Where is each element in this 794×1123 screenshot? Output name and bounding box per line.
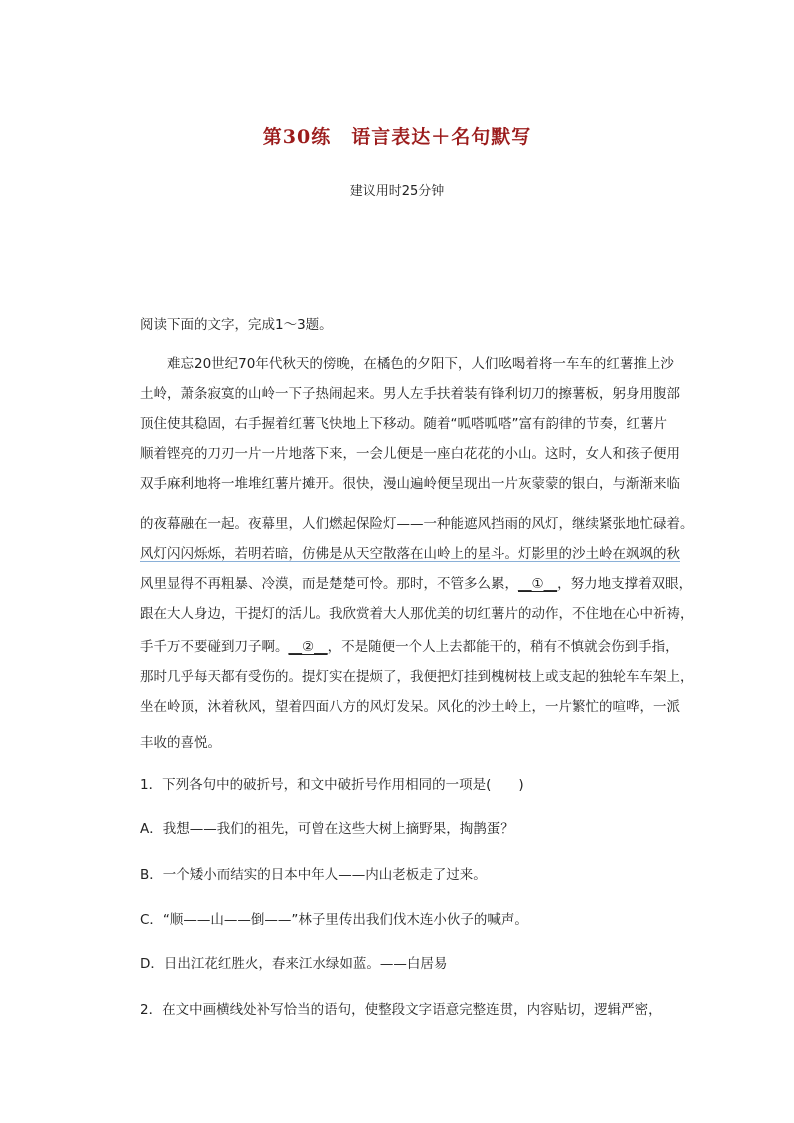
blank-2: __②__ xyxy=(288,639,328,655)
passage-line: 的夜幕融在一起。夜幕里，人们燃起保险灯——一种能遮风挡雨的风灯，继续紧张地忙碌着。 xyxy=(140,516,694,532)
question-1: 1．下列各句中的破折号，和文中破折号作用相同的一项是( ) xyxy=(140,777,524,793)
underlined-sentence: 风灯闪闪烁烁，若明若暗，仿佛是从天空散落在山岭上的星斗。灯影里的沙土岭在飒飒的秋 xyxy=(140,546,680,562)
passage-line: 顶住使其稳固，右手握着红薯飞快地上下移动。随着“呱嗒呱嗒”富有韵律的节奏，红薯片 xyxy=(140,416,667,432)
option-d: D．日出江花红胜火，春来江水绿如蓝。——白居易 xyxy=(140,956,448,972)
passage-line: 跟在大人身边，干提灯的活儿。我欣赏着大人那优美的切红薯片的动作，不住地在心中祈祷， xyxy=(140,606,694,622)
passage-text: ，不是随便一个人上去都能干的，稍有不慎就会伤到手指， xyxy=(327,639,679,655)
passage-text: 风里显得不再粗暴、冷漠，而是楚楚可怜。那时，不管多么累， xyxy=(140,576,518,592)
passage-line xyxy=(140,575,693,593)
passage-line: 双手麻利地将一堆堆红薯片摊开。很快，漫山遍岭便呈现出一片灰蒙蒙的银白，与渐渐来临 xyxy=(140,476,680,492)
suggested-time: 建议用时25分钟 xyxy=(349,184,445,199)
page-title: 第30练 语言表达＋名句默写 xyxy=(262,126,532,148)
blank-1: __①__ xyxy=(518,576,558,592)
option-c: C．“顺——山——倒——”林子里传出我们伐木连小伙子的喊声。 xyxy=(140,912,528,928)
passage-line: 顺着铿亮的刀刃一片一片地落下来，一会儿便是一座白花花的小山。这时，女人和孩子便用 xyxy=(140,446,680,462)
option-a: A．我想——我们的祖先，可曾在这些大树上摘野果，掏鹊蛋？ xyxy=(140,821,514,837)
passage-line: 丰收的喜悦。 xyxy=(140,735,221,751)
passage-intro: 阅读下面的文字，完成1～3题。 xyxy=(140,317,333,333)
passage-line: 土岭，萧条寂寞的山岭一下子热闹起来。男人左手扶着装有锋利切刀的擦薯板，躬身用腹部 xyxy=(140,386,680,402)
passage-text: 手千万不要碰到刀子啊。 xyxy=(140,639,289,655)
passage-line xyxy=(140,545,680,563)
passage-line xyxy=(140,638,680,656)
passage-line: 难忘20世纪70年代秋天的傍晚，在橘色的夕阳下，人们吆喝着将一车车的红薯推上沙 xyxy=(140,356,674,372)
passage-line: 坐在岭顶，沐着秋风，望着四面八方的风灯发呆。风化的沙土岭上，一片繁忙的喧哗，一派 xyxy=(140,699,680,715)
option-b: B．一个矮小而结实的日本中年人——内山老板走了过来。 xyxy=(140,867,487,883)
passage-text: ，努力地支撑着双眼， xyxy=(557,576,693,592)
question-2: 2．在文中画横线处补写恰当的语句，使整段文字语意完整连贯，内容贴切，逻辑严密， xyxy=(140,1002,662,1018)
passage-line: 那时几乎每天都有受伤的。提灯实在提烦了，我便把灯挂到槐树枝上或支起的独轮车车架上， xyxy=(140,669,694,685)
